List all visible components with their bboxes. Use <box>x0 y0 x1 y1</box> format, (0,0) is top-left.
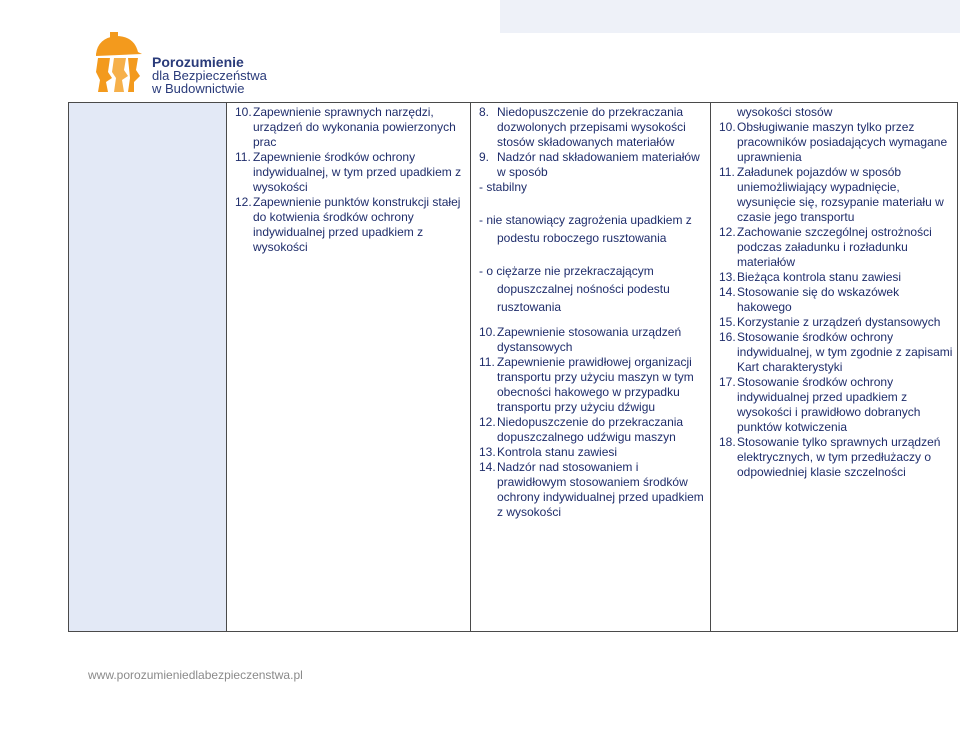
table-column-3 <box>471 103 711 631</box>
dash-item: - nie stanowiący zagrożenia upadkiem z <box>479 213 692 227</box>
logo <box>88 32 278 96</box>
list-item: 10. Obsługiwanie maszyn tylko przez pracowników posiadających wymagane uprawnienia <box>719 120 948 164</box>
header-band <box>500 0 960 33</box>
logo-helmet-icon <box>88 32 148 96</box>
list-item: 12. Zapewnienie punktów konstrukcji stałej do kotwienia środków ochrony indywidualnej przed upadkiem z wysokości <box>235 195 461 254</box>
list-item: 11. Załadunek pojazdów w sposób uniemożliwiający wypadnięcie, wysunięcie się, rozsypanie materiału w czasie jego transportu <box>719 165 944 224</box>
dash-item: - o ciężarze nie przekraczającym <box>479 264 654 278</box>
logo-title: Porozumienie <box>152 54 244 70</box>
list-item: 10. Zapewnienie stosowania urządzeń dystansowych <box>479 325 682 354</box>
list-item: 12. Niedopuszczenie do przekraczania dopuszczalnego udźwigu maszyn <box>479 415 684 444</box>
dash-item-cont: dopuszczalnej nośności podestu <box>497 282 670 296</box>
list-item: 13. Kontrola stanu zawiesi <box>479 445 618 459</box>
list-item: 11. Zapewnienie środków ochrony indywidualnej, w tym przed upadkiem z wysokości <box>235 150 462 194</box>
list-item: 18. Stosowanie tylko sprawnych urządzeń elektrycznych, w tym przedłużaczy o odpowiedniej klasie szczelności <box>719 435 941 479</box>
list-item: 14. Nadzór nad stosowaniem i prawidłowym stosowaniem środków ochrony indywidualnej przed upadkiem z wysokości <box>479 460 704 519</box>
list-item: 10. Zapewnienie sprawnych narzędzi, urządzeń do wykonania powierzonych prac <box>235 105 456 149</box>
list-item-continuation: wysokości stosów <box>737 105 833 119</box>
dash-item-cont: podestu roboczego rusztowania <box>497 231 667 245</box>
list-item: 13. Bieżąca kontrola stanu zawiesi <box>719 270 902 284</box>
content-table <box>68 102 958 632</box>
list-item: 15. Korzystanie z urządzeń dystansowych <box>719 315 941 329</box>
dash-item: - stabilny <box>479 180 528 194</box>
dash-item-cont: rusztowania <box>497 300 562 314</box>
logo-subtitle-2: w Budownictwie <box>152 81 245 96</box>
table-column-2 <box>227 103 471 631</box>
table-column-4 <box>711 103 957 631</box>
list-item: 16. Stosowanie środków ochrony indywidualnej, w tym zgodnie z zapisami Kart charakterystyki <box>719 330 953 374</box>
logo-subtitle-1: dla Bezpieczeństwa <box>152 68 267 83</box>
list-item: 9. Nadzór nad składowaniem materiałów w sposób <box>479 150 700 179</box>
list-item: 14. Stosowanie się do wskazówek hakowego <box>719 285 900 314</box>
list-item: 8. Niedopuszczenie do przekraczania dozwolonych przepisami wysokości stosów składowanych materiałów <box>479 105 686 149</box>
footer-url[interactable]: www.porozumieniedlabezpieczenstwa.pl <box>88 668 303 682</box>
list-item: 12. Zachowanie szczególnej ostrożności podczas załadunku i rozładunku materiałów <box>719 225 932 269</box>
table-first-column <box>69 103 227 631</box>
list-item: 11. Zapewnienie prawidłowej organizacji transportu przy użyciu maszyn w tym obecności hakowego w przypadku transportu przy użyciu dźwigu <box>479 355 694 414</box>
list-item: 17. Stosowanie środków ochrony indywidualnej przed upadkiem z wysokości i prawidłowo dobranych punktów kotwiczenia <box>719 375 921 434</box>
